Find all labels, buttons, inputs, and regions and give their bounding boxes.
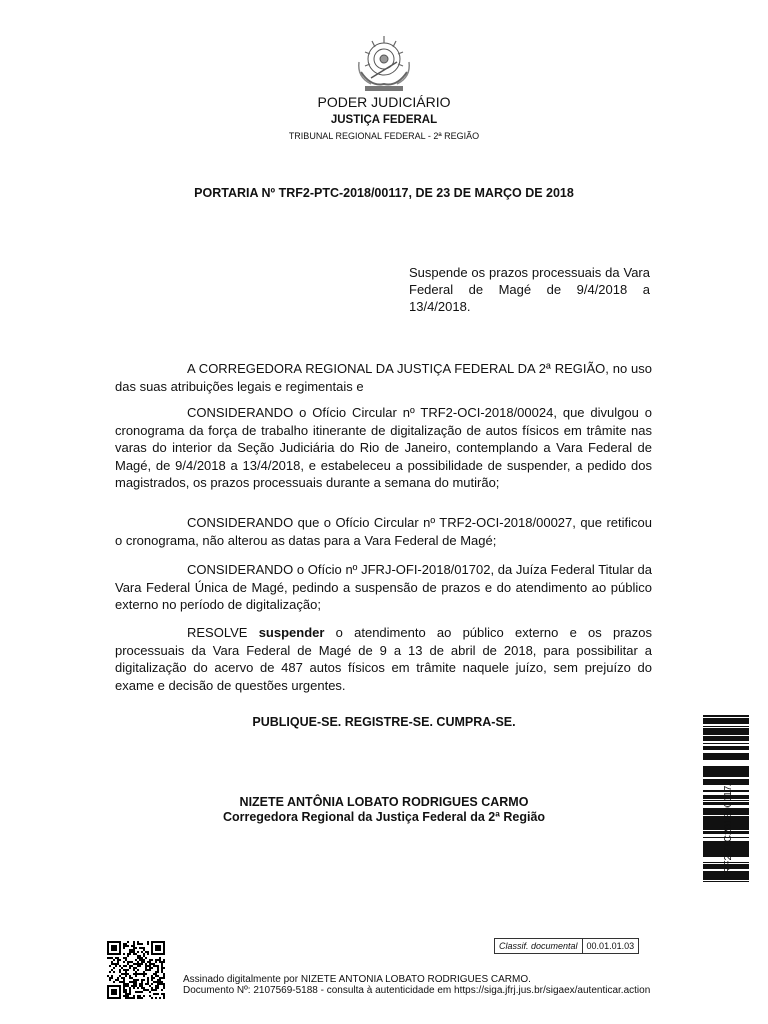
resolve-start: RESOLVE xyxy=(187,625,248,640)
header-justica-federal: JUSTIÇA FEDERAL xyxy=(330,114,438,126)
paragraph-considerando-1: CONSIDERANDO o Ofício Circular nº TRF2-OCI-2018/00024, que divulgou o cronograma da força de trabalho itinerante de digitalização de autos físicos em trâmite nas varas do interior da Seção Judiciária do Rio de Janeiro, contemplando a Vara Federal de Magé, de 9/4/2018 a 13/4/2018, e estabeleceu a possibilidade de suspender, a pedido dos magistrados, os prazos processuais durante a semana do mutirão; xyxy=(115,405,652,490)
footer-document-number: Documento Nº: 2107569-5188 - consulta à autenticidade em https://siga.jfrj.jus.br/sigaex/autenticar.action xyxy=(183,985,651,996)
document-title: PORTARIA Nº TRF2-PTC-2018/00117, DE 23 DE MARÇO DE 2018 xyxy=(194,186,574,200)
ementa: Suspende os prazos processuais da Vara Federal de Magé de 9/4/2018 a 13/4/2018. xyxy=(409,265,650,314)
classification-value: 00.01.01.03 xyxy=(586,941,635,951)
signatory-role: Corregedora Regional da Justiça Federal da 2ª Região xyxy=(222,810,546,824)
qr-code-icon xyxy=(107,941,165,999)
resolve-rest: o atendimento ao público externo e os prazos processuais da Vara Federal de Magé de 9 a 13 de abril de 2018, para possibilitar a digitalização do acervo de 487 autos físicos em trâmite naquele juízo, sem prejuízo do exame e decisão de questões urgentes. xyxy=(115,625,652,693)
resolve-bold: suspender xyxy=(258,625,325,640)
classification-label: Classif. documental xyxy=(495,939,583,953)
paragraph-considerando-2: CONSIDERANDO que o Ofício Circular nº TRF2-OCI-2018/00027, que retificou o cronograma, não alterou as datas para a Vara Federal de Magé; xyxy=(115,515,652,548)
paragraph-corregedora: A CORREGEDORA REGIONAL DA JUSTIÇA FEDERAL DA 2ª REGIÃO, no uso das suas atribuições legais e regimentais e xyxy=(115,361,652,394)
signatory-name: NIZETE ANTÔNIA LOBATO RODRIGUES CARMO xyxy=(239,795,529,809)
coat-of-arms-icon xyxy=(351,32,417,94)
header-poder-judiciario: PODER JUDICIÁRIO xyxy=(317,94,451,110)
barcode-text xyxy=(723,866,737,880)
classification-box xyxy=(494,938,639,954)
paragraph-considerando-3: CONSIDERANDO o Ofício nº JFRJ-OFI-2018/01702, da Juíza Federal Titular da Vara Federal Única de Magé, pedindo a suspensão de prazos e do atendimento ao público externo no período de digitalização; xyxy=(115,562,652,612)
publique-line: PUBLIQUE-SE. REGISTRE-SE. CUMPRA-SE. xyxy=(252,715,516,729)
footer-signature-info xyxy=(183,974,650,996)
header-tribunal: TRIBUNAL REGIONAL FEDERAL - 2ª REGIÃO xyxy=(288,131,480,141)
paragraph-resolve xyxy=(115,624,652,694)
footer-signed-by: Assinado digitalmente por NIZETE ANTONIA LOBATO RODRIGUES CARMO. xyxy=(183,974,531,985)
